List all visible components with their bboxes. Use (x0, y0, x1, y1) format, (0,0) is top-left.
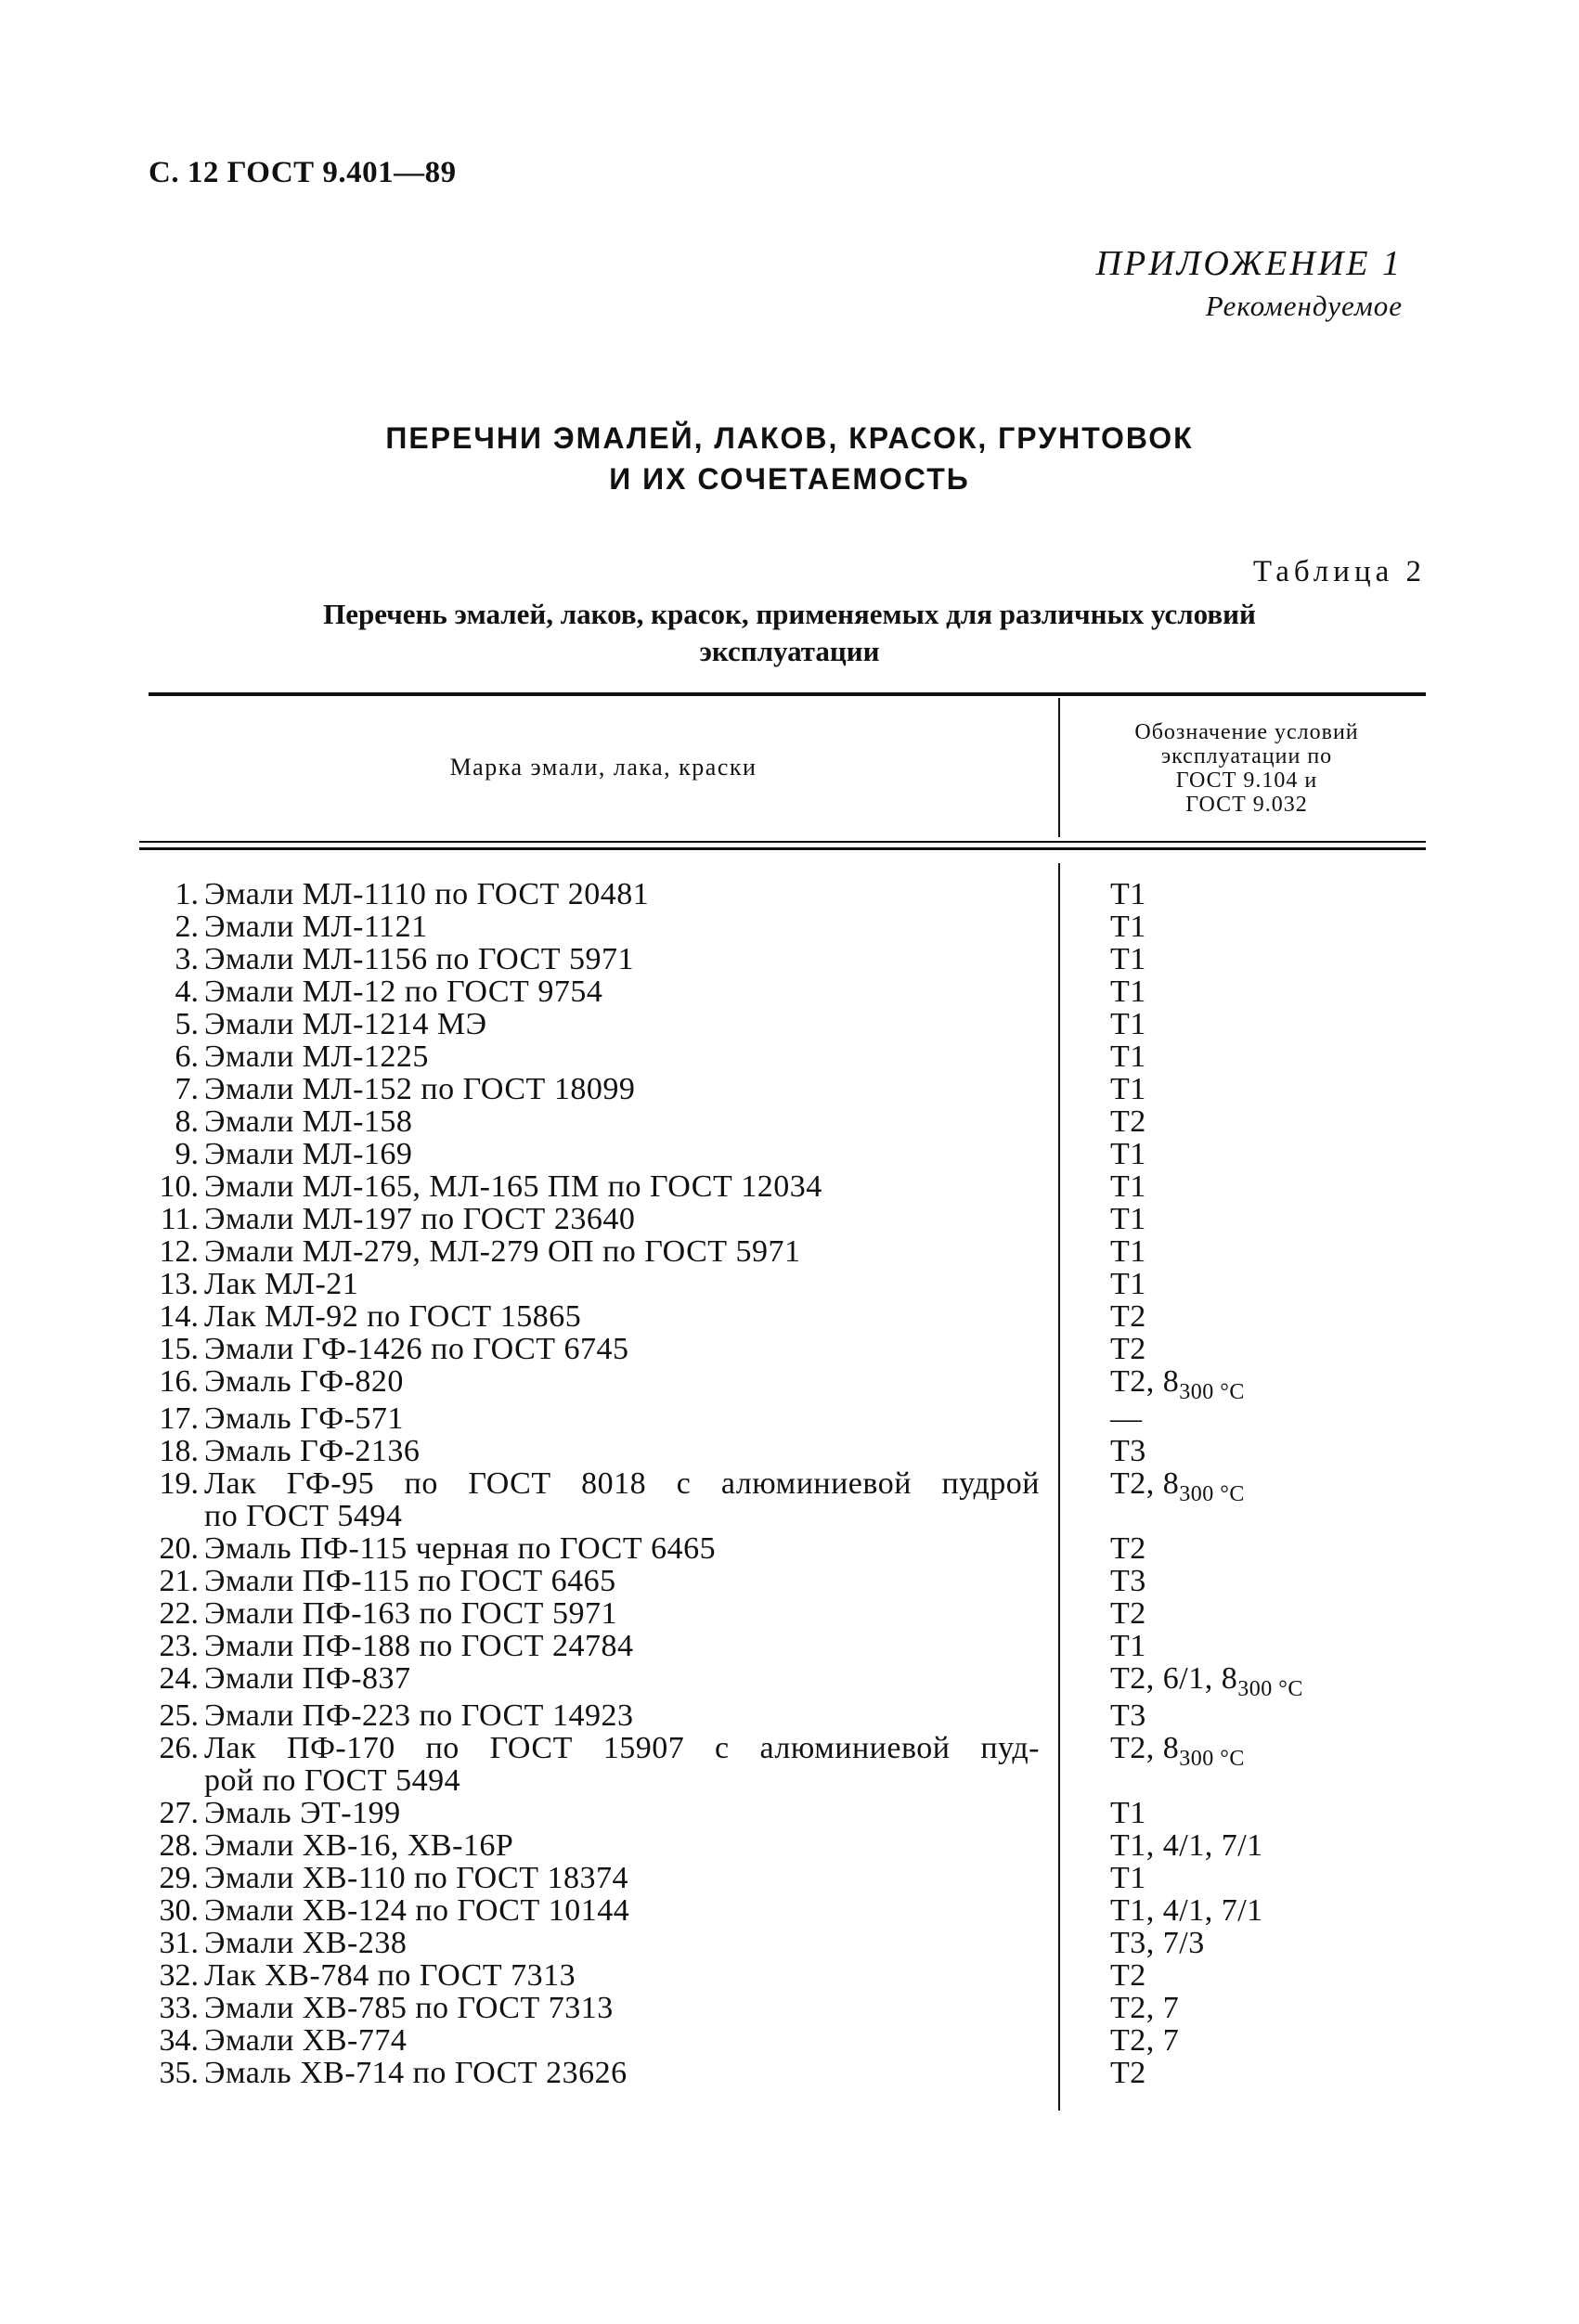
header-bottom-rule-double (139, 847, 1426, 850)
table-row (0, 1797, 1579, 1829)
table-row (0, 1268, 1579, 1300)
row-brand (204, 1532, 1040, 1565)
row-conditions-code: Т2, 8 (1110, 1364, 1180, 1399)
row-brand-line-1: Эмаль ПФ-115 черная по ГОСТ 6465 (204, 1531, 717, 1566)
main-title-line-2: И ИХ СОЧЕТАЕМОСТЬ (609, 462, 970, 496)
row-conditions-code: Т2 (1110, 1104, 1146, 1139)
row-number: 1. (175, 877, 199, 911)
row-conditions-code: Т2 (1110, 1531, 1146, 1566)
row-brand-line-1: Эмаль ГФ-571 (204, 1401, 404, 1436)
row-conditions-code: Т1 (1110, 877, 1146, 911)
row-conditions-temperature: 300 °С (1179, 1379, 1245, 1404)
row-number: 5. (175, 1007, 199, 1041)
row-number: 10. (159, 1169, 199, 1204)
row-conditions (1110, 1040, 1146, 1073)
row-number: 4. (175, 975, 199, 1009)
row-brand-line-2: рой по ГОСТ 5494 (204, 1763, 461, 1798)
row-conditions (1110, 1268, 1146, 1300)
column-header-conditions-line-1: Обозначение условий (1134, 720, 1359, 744)
row-brand (204, 1630, 1040, 1662)
row-brand (204, 1073, 1040, 1105)
row-brand (204, 1829, 1040, 1862)
table-caption-line-1: Перечень эмалей, лаков, красок, применяемых для различных условий (323, 598, 1256, 630)
row-brand-line-1: Эмали МЛ-197 по ГОСТ 23640 (204, 1202, 636, 1236)
column-header-conditions-line-3: ГОСТ 9.104 и (1175, 768, 1318, 793)
row-conditions-code: Т1, 4/1, 7/1 (1110, 1828, 1263, 1863)
table-row (0, 1630, 1579, 1662)
row-conditions-code: Т2, 8 (1110, 1466, 1180, 1501)
row-conditions (1110, 975, 1146, 1008)
column-header-conditions-line-2: эксплуатации по (1160, 744, 1333, 768)
row-conditions-code: Т1 (1110, 1267, 1146, 1301)
row-number: 26. (159, 1731, 199, 1765)
row-conditions (1110, 1959, 1146, 1992)
row-conditions (1110, 2024, 1179, 2057)
row-brand-line-1: Эмали МЛ-1214 МЭ (204, 1007, 487, 1041)
row-number: 32. (159, 1958, 199, 1993)
header-column-divider (1058, 698, 1060, 837)
header-bottom-rule (139, 841, 1426, 843)
row-brand-line-1: Эмали ПФ-188 по ГОСТ 24784 (204, 1629, 634, 1663)
row-conditions (1110, 1008, 1146, 1040)
row-brand (204, 1203, 1040, 1235)
row-conditions-code: Т2 (1110, 1299, 1146, 1334)
row-number: 27. (159, 1796, 199, 1830)
table-row (0, 1699, 1579, 1732)
table-row (0, 2057, 1579, 2089)
row-brand-line-1: Эмали МЛ-1225 (204, 1039, 429, 1074)
row-brand (204, 1467, 1040, 1532)
row-brand-line-1: Эмали МЛ-279, МЛ-279 ОП по ГОСТ 5971 (204, 1234, 801, 1269)
row-conditions (1110, 1992, 1179, 2024)
row-brand-line-1: Эмаль ГФ-2136 (204, 1434, 421, 1468)
row-conditions (1110, 1467, 1245, 1511)
row-conditions-code: Т2 (1110, 2056, 1146, 2090)
row-brand-line-1: Эмали ГФ-1426 по ГОСТ 6745 (204, 1332, 629, 1366)
row-brand (204, 1927, 1040, 1959)
table-row (0, 1073, 1579, 1105)
table-row (0, 1105, 1579, 1138)
row-brand-line-1: Эмали МЛ-165, МЛ-165 ПМ по ГОСТ 12034 (204, 1169, 822, 1204)
row-number: 12. (159, 1234, 199, 1269)
table-row (0, 1992, 1579, 2024)
row-brand (204, 1992, 1040, 2024)
row-brand-line-1: Эмали МЛ-158 (204, 1104, 413, 1139)
row-number: 28. (159, 1828, 199, 1863)
row-brand-line-1: Лак МЛ-92 по ГОСТ 15865 (204, 1299, 582, 1334)
table-row (0, 1170, 1579, 1203)
row-conditions (1110, 1300, 1146, 1333)
table-row (0, 1467, 1579, 1532)
row-conditions-code: Т2, 8 (1110, 1731, 1180, 1765)
table-row (0, 878, 1579, 910)
row-conditions-code: Т1 (1110, 942, 1146, 976)
row-conditions (1110, 1630, 1146, 1662)
row-brand (204, 878, 1040, 910)
table-top-rule (149, 692, 1426, 696)
row-conditions (1110, 2057, 1146, 2089)
row-conditions-code: Т1 (1110, 1007, 1146, 1041)
row-number: 31. (159, 1926, 199, 1960)
row-conditions-code: Т3 (1110, 1698, 1146, 1733)
row-brand-line-1: Эмали ХВ-110 по ГОСТ 18374 (204, 1861, 628, 1895)
row-conditions-code: Т1 (1110, 1072, 1146, 1106)
row-conditions-code: Т2, 7 (1110, 2023, 1180, 2058)
row-brand-line-2: по ГОСТ 5494 (204, 1499, 403, 1533)
row-brand (204, 1008, 1040, 1040)
row-number: 19. (159, 1466, 199, 1501)
row-number: 20. (159, 1531, 199, 1566)
table-row (0, 1040, 1579, 1073)
row-conditions-code: Т2 (1110, 1596, 1146, 1631)
table-row (0, 910, 1579, 943)
row-conditions (1110, 1894, 1263, 1927)
row-number: 24. (159, 1661, 199, 1696)
appendix-block (1096, 243, 1403, 323)
row-brand-line-1: Эмали ХВ-238 (204, 1926, 408, 1960)
main-title-line-1: ПЕРЕЧНИ ЭМАЛЕЙ, ЛАКОВ, КРАСОК, ГРУНТОВОК (385, 421, 1194, 455)
row-conditions-code: Т1 (1110, 1861, 1146, 1895)
row-conditions (1110, 1732, 1245, 1775)
row-brand-line-1: Эмали ХВ-124 по ГОСТ 10144 (204, 1893, 630, 1928)
row-number: 9. (175, 1137, 199, 1171)
row-brand (204, 1565, 1040, 1597)
column-header-brand: Марка эмали, лака, краски (449, 754, 757, 781)
row-number: 8. (175, 1104, 199, 1139)
table-row (0, 1565, 1579, 1597)
table-row (0, 1008, 1579, 1040)
row-conditions (1110, 1532, 1146, 1565)
row-conditions-code: Т1 (1110, 910, 1146, 944)
row-conditions-code: Т1 (1110, 975, 1146, 1009)
row-number: 29. (159, 1861, 199, 1895)
row-brand (204, 1333, 1040, 1365)
row-brand (204, 1402, 1040, 1435)
row-brand-line-1: Эмали ХВ-16, ХВ-16Р (204, 1828, 514, 1863)
row-conditions-code: Т2, 7 (1110, 1991, 1180, 2025)
row-brand (204, 1300, 1040, 1333)
row-number: 17. (159, 1401, 199, 1436)
row-brand (204, 1732, 1040, 1797)
row-brand (204, 2024, 1040, 2057)
row-number: 13. (159, 1267, 199, 1301)
main-title (0, 418, 1579, 499)
table-row (0, 1333, 1579, 1365)
table-label: Таблица 2 (1252, 555, 1426, 588)
page-header: С. 12 ГОСТ 9.401—89 (149, 156, 457, 189)
row-brand (204, 1105, 1040, 1138)
row-brand (204, 1797, 1040, 1829)
row-brand (204, 1435, 1040, 1467)
row-conditions-code: Т1 (1110, 1202, 1146, 1236)
row-conditions-code: Т1 (1110, 1137, 1146, 1171)
row-brand-line-1: Эмаль ГФ-820 (204, 1364, 404, 1399)
row-conditions (1110, 1402, 1143, 1435)
row-brand-line-1: Лак ПФ-170 по ГОСТ 15907 с алюминиевой пуд- (204, 1731, 1040, 1765)
row-conditions-temperature: 300 °С (1179, 1746, 1245, 1771)
row-brand-line-1: Эмали МЛ-169 (204, 1137, 413, 1171)
column-header-conditions (1068, 720, 1426, 817)
table-caption-line-2: эксплуатации (699, 635, 880, 667)
row-number: 3. (175, 942, 199, 976)
row-conditions-code: Т3, 7/3 (1110, 1926, 1205, 1960)
row-conditions-code: Т1, 4/1, 7/1 (1110, 1893, 1263, 1928)
table-body (0, 878, 1579, 2089)
row-conditions (1110, 1235, 1146, 1268)
row-brand-line-1: Лак ГФ-95 по ГОСТ 8018 с алюминиевой пудрой (204, 1466, 1040, 1501)
row-number: 2. (175, 910, 199, 944)
appendix-title: ПРИЛОЖЕНИЕ 1 (1095, 244, 1403, 283)
row-conditions-temperature: 300 °С (1237, 1676, 1303, 1701)
row-brand-line-1: Эмали ПФ-223 по ГОСТ 14923 (204, 1698, 634, 1733)
row-conditions (1110, 1435, 1146, 1467)
row-conditions-code: Т2, 6/1, 8 (1110, 1661, 1238, 1696)
row-conditions (1110, 1170, 1146, 1203)
row-conditions-code: Т2 (1110, 1958, 1146, 1993)
row-number: 14. (159, 1299, 199, 1334)
row-conditions-code: Т2 (1110, 1332, 1146, 1366)
row-conditions (1110, 1829, 1263, 1862)
row-brand-line-1: Эмаль ЭТ-199 (204, 1796, 401, 1830)
row-brand-line-1: Эмаль ХВ-714 по ГОСТ 23626 (204, 2056, 628, 2090)
row-brand-line-1: Лак МЛ-21 (204, 1267, 359, 1301)
row-conditions-code: — (1110, 1401, 1143, 1436)
row-brand (204, 1662, 1040, 1695)
row-brand-line-1: Эмали ПФ-837 (204, 1661, 411, 1696)
row-conditions (1110, 1333, 1146, 1365)
table-row (0, 1203, 1579, 1235)
row-number: 6. (175, 1039, 199, 1074)
row-brand-line-1: Эмали МЛ-12 по ГОСТ 9754 (204, 975, 603, 1009)
row-number: 34. (159, 2023, 199, 2058)
row-conditions (1110, 1105, 1146, 1138)
row-conditions (1110, 1073, 1146, 1105)
row-brand-line-1: Лак ХВ-784 по ГОСТ 7313 (204, 1958, 576, 1993)
row-brand-line-1: Эмали ПФ-115 по ГОСТ 6465 (204, 1564, 616, 1598)
table-row (0, 1662, 1579, 1699)
row-conditions (1110, 943, 1146, 975)
row-conditions (1110, 878, 1146, 910)
table-row (0, 1402, 1579, 1435)
table-row (0, 975, 1579, 1008)
row-number: 15. (159, 1332, 199, 1366)
row-brand (204, 1894, 1040, 1927)
row-number: 21. (159, 1564, 199, 1598)
row-conditions (1110, 910, 1146, 943)
row-brand-line-1: Эмали МЛ-1121 (204, 910, 428, 944)
table-row (0, 1365, 1579, 1402)
row-number: 18. (159, 1434, 199, 1468)
row-brand (204, 1959, 1040, 1992)
table-row (0, 1894, 1579, 1927)
row-conditions-temperature: 300 °С (1179, 1481, 1245, 1506)
table-row (0, 1435, 1579, 1467)
table-row (0, 1927, 1579, 1959)
table-caption (0, 596, 1579, 670)
row-brand-line-1: Эмали МЛ-152 по ГОСТ 18099 (204, 1072, 636, 1106)
table-row (0, 1732, 1579, 1797)
row-number: 33. (159, 1991, 199, 2025)
row-brand (204, 1699, 1040, 1732)
row-number: 11. (160, 1202, 199, 1236)
row-brand (204, 1235, 1040, 1268)
table-row (0, 2024, 1579, 2057)
row-conditions (1110, 1699, 1146, 1732)
table-row (0, 1597, 1579, 1630)
row-conditions-code: Т1 (1110, 1629, 1146, 1663)
table-row (0, 1862, 1579, 1894)
column-header-conditions-line-4: ГОСТ 9.032 (1185, 793, 1308, 817)
row-conditions (1110, 1862, 1146, 1894)
row-brand (204, 1170, 1040, 1203)
row-brand (204, 2057, 1040, 2089)
row-number: 22. (159, 1596, 199, 1631)
table-row (0, 943, 1579, 975)
table-row (0, 1532, 1579, 1565)
row-conditions-code: Т1 (1110, 1234, 1146, 1269)
table-row (0, 1829, 1579, 1862)
row-conditions (1110, 1565, 1146, 1597)
row-conditions-code: Т1 (1110, 1039, 1146, 1074)
row-brand-line-1: Эмали ПФ-163 по ГОСТ 5971 (204, 1596, 617, 1631)
row-conditions-code: Т3 (1110, 1434, 1146, 1468)
row-number: 16. (159, 1364, 199, 1399)
row-conditions (1110, 1597, 1146, 1630)
row-brand (204, 910, 1040, 943)
appendix-subtitle: Рекомендуемое (1205, 290, 1403, 322)
row-brand (204, 1365, 1040, 1398)
row-conditions-code: Т1 (1110, 1169, 1146, 1204)
row-brand (204, 943, 1040, 975)
table-row (0, 1235, 1579, 1268)
row-brand-line-1: Эмали МЛ-1156 по ГОСТ 5971 (204, 942, 635, 976)
row-brand-line-1: Эмали МЛ-1110 по ГОСТ 20481 (204, 877, 650, 911)
row-conditions (1110, 1203, 1146, 1235)
row-brand (204, 1862, 1040, 1894)
row-conditions (1110, 1138, 1146, 1170)
row-brand (204, 1597, 1040, 1630)
row-number: 30. (159, 1893, 199, 1928)
row-number: 23. (159, 1629, 199, 1663)
row-brand (204, 1268, 1040, 1300)
row-brand (204, 1040, 1040, 1073)
row-conditions (1110, 1797, 1146, 1829)
table-row (0, 1959, 1579, 1992)
row-conditions (1110, 1927, 1205, 1959)
row-number: 35. (159, 2056, 199, 2090)
row-brand-line-1: Эмали ХВ-785 по ГОСТ 7313 (204, 1991, 614, 2025)
row-brand (204, 975, 1040, 1008)
table-row (0, 1138, 1579, 1170)
row-number: 7. (175, 1072, 199, 1106)
row-brand (204, 1138, 1040, 1170)
row-number: 25. (159, 1698, 199, 1733)
row-conditions-code: Т1 (1110, 1796, 1146, 1830)
table-row (0, 1300, 1579, 1333)
row-conditions-code: Т3 (1110, 1564, 1146, 1598)
row-brand-line-1: Эмали ХВ-774 (204, 2023, 408, 2058)
